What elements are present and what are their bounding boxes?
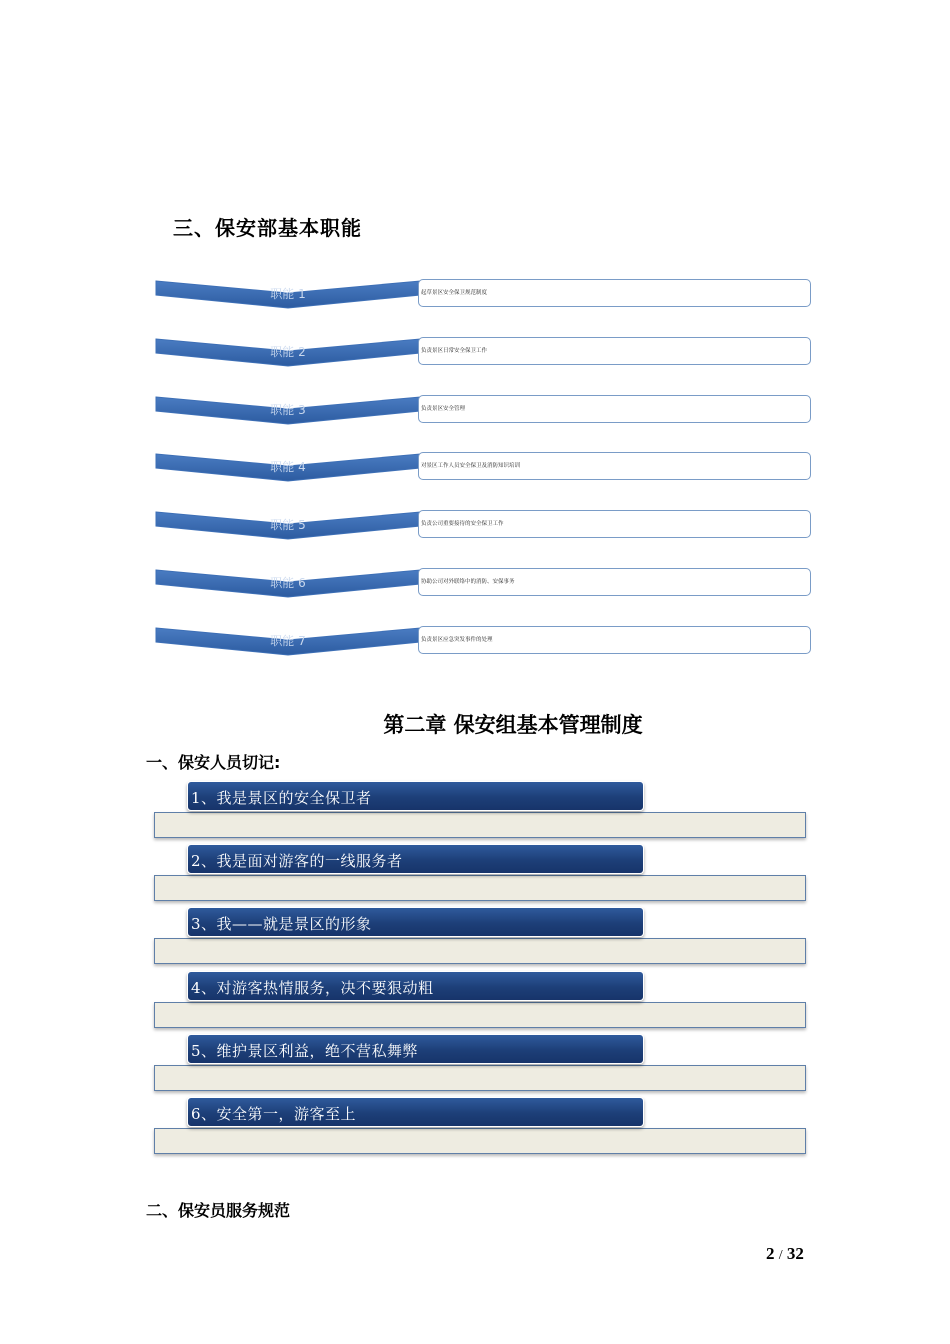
motto-pill <box>187 781 644 811</box>
function-row <box>152 452 814 496</box>
function-box <box>418 337 811 365</box>
function-label: 职能 3 <box>270 402 306 417</box>
function-text: 负责景区应急突发事件的处理 <box>421 636 493 643</box>
function-row <box>152 626 814 670</box>
chevron-shape <box>152 337 424 381</box>
motto-bar <box>154 1065 806 1091</box>
function-label: 职能 5 <box>270 518 306 533</box>
page-separator: / <box>778 1248 783 1263</box>
motto-row <box>154 907 810 969</box>
motto-pill <box>187 844 644 874</box>
motto-row <box>154 1097 810 1159</box>
function-text: 起草景区安全保卫规范制度 <box>421 290 488 296</box>
function-label: 职能 7 <box>270 633 306 648</box>
function-row <box>152 395 814 439</box>
function-row <box>152 510 814 554</box>
motto-text: 2、我是面对游客的一线服务者 <box>191 852 403 871</box>
page-current: 2 <box>766 1244 775 1263</box>
motto-pill <box>187 971 644 1001</box>
subsection-title-keep: 一、保安人员切记: <box>146 753 281 772</box>
page-number <box>766 1244 804 1264</box>
motto-text: 6、安全第一，游客至上 <box>191 1105 357 1123</box>
chevron-shape <box>152 626 424 670</box>
function-box <box>418 452 811 480</box>
motto-row <box>154 844 810 906</box>
motto-row <box>154 971 810 1033</box>
function-box <box>418 568 811 596</box>
function-text: 负责公司重要接待的安全保卫工作 <box>421 521 504 528</box>
chevron-shape <box>152 510 424 554</box>
function-text: 负责景区安全管理 <box>421 405 466 412</box>
function-box <box>418 626 811 654</box>
function-box <box>418 395 811 423</box>
function-text: 对景区工作人员安全保卫及消防知识培训 <box>421 463 521 470</box>
function-label: 职能 6 <box>270 576 306 590</box>
motto-row <box>154 1034 810 1096</box>
page-total: 32 <box>786 1244 804 1263</box>
motto-bar <box>154 875 806 901</box>
motto-text: 3、我——就是景区的形象 <box>191 915 372 934</box>
motto-bar <box>154 938 806 964</box>
function-box <box>418 279 811 307</box>
function-box <box>418 510 811 538</box>
motto-row <box>154 781 810 843</box>
motto-text: 1、我是景区的安全保卫者 <box>191 789 372 807</box>
function-row <box>152 337 814 381</box>
motto-bar <box>154 812 806 838</box>
motto-text: 5、维护景区利益，绝不营私舞弊 <box>191 1041 419 1060</box>
function-row <box>152 279 814 323</box>
motto-pill <box>187 1097 644 1127</box>
function-row <box>152 568 814 612</box>
chevron-shape <box>152 568 424 612</box>
motto-pill <box>187 907 644 937</box>
section-title: 三、保安部基本职能 <box>173 216 362 240</box>
function-text: 协助公司对外联络中的消防、安保事务 <box>421 579 515 585</box>
function-label: 职能 1 <box>270 287 306 301</box>
motto-bar <box>154 1002 806 1028</box>
function-label: 职能 2 <box>270 344 306 359</box>
chapter-title: 第二章 保安组基本管理制度 <box>383 713 643 737</box>
motto-pill <box>187 1034 644 1064</box>
chevron-shape <box>152 279 424 323</box>
chevron-shape <box>152 452 424 496</box>
motto-text: 4、对游客热情服务，决不要狠动粗 <box>191 978 434 997</box>
subsection-title-service: 二、保安员服务规范 <box>146 1201 291 1220</box>
chevron-shape <box>152 395 424 439</box>
function-label: 职能 4 <box>270 460 306 475</box>
function-text: 负责景区日常安全保卫工作 <box>421 347 488 354</box>
motto-bar <box>154 1128 806 1154</box>
